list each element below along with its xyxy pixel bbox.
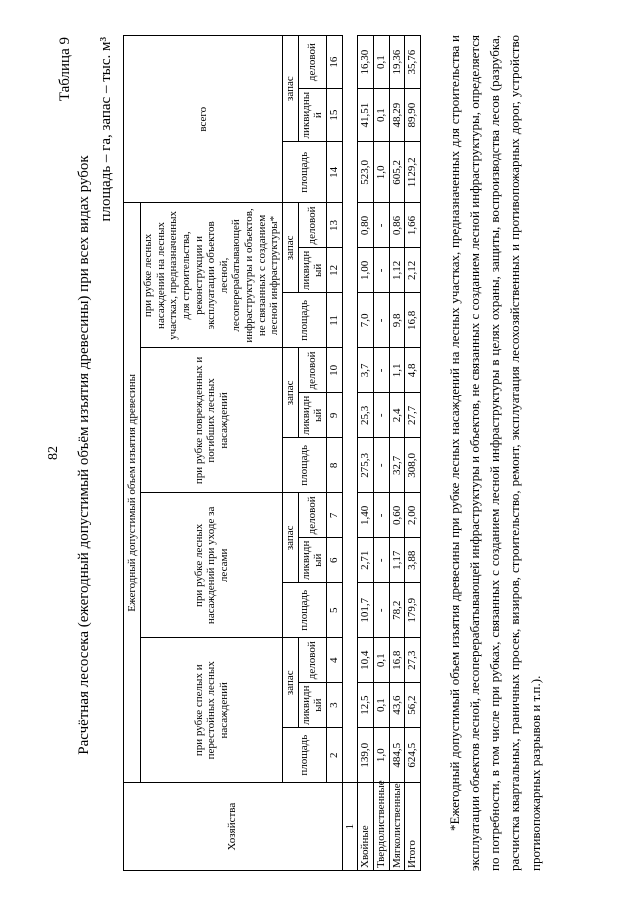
cell: - <box>373 438 389 493</box>
header-business: деловой <box>298 638 326 683</box>
cell: 16,8 <box>405 293 421 348</box>
cell: 1,0 <box>373 142 389 203</box>
cell: - <box>373 248 389 293</box>
cell: 2,71 <box>358 538 374 583</box>
cell: 16,30 <box>358 36 374 89</box>
header-total: всего <box>124 36 283 203</box>
cell: 19,36 <box>389 36 405 89</box>
col-number: 6 <box>326 538 342 583</box>
cell: 32,7 <box>389 438 405 493</box>
cell: 0,1 <box>373 683 389 728</box>
header-area: площадь <box>283 728 327 783</box>
cell: 0,1 <box>373 638 389 683</box>
header-stock: запас <box>283 36 299 142</box>
cell: 78,2 <box>389 583 405 638</box>
cell: 1,00 <box>358 248 374 293</box>
table-row-conifer <box>358 36 374 871</box>
cell: 56,2 <box>405 683 421 728</box>
cell: 0,1 <box>373 89 389 142</box>
cell: 308,0 <box>405 438 421 493</box>
cell: 1,40 <box>358 493 374 538</box>
cell: 523,0 <box>358 142 374 203</box>
row-name: Хвойные <box>358 783 374 871</box>
col-number: 10 <box>326 348 342 393</box>
cell: 27,3 <box>405 638 421 683</box>
cell: 3,88 <box>405 538 421 583</box>
header-super: Ежегодный допустимый объем изъятия древесины <box>124 203 141 783</box>
header-row-1 <box>124 36 141 871</box>
col-number: 16 <box>326 36 342 89</box>
cell: 101,7 <box>358 583 374 638</box>
col-number: 2 <box>326 728 342 783</box>
harvest-table <box>123 35 421 871</box>
col-number: 12 <box>326 248 342 293</box>
table-label: Таблица 9 <box>57 37 73 102</box>
header-business: деловой <box>298 203 326 248</box>
col-number: 15 <box>326 89 342 142</box>
page-number: 82 <box>46 446 61 460</box>
header-area: площадь <box>283 142 327 203</box>
header-business: деловой <box>298 493 326 538</box>
header-farm: Хозяйства <box>124 783 343 871</box>
header-group-care: при рубке лесных насаждений при уходе за лесами <box>141 493 283 638</box>
cell: 1,66 <box>405 203 421 248</box>
row-name: Твердолиственные <box>373 783 389 871</box>
header-liquid: ликвидный <box>298 538 326 583</box>
cell: - <box>373 493 389 538</box>
header-area: площадь <box>283 583 327 638</box>
cell: 10,4 <box>358 638 374 683</box>
cell: 4,8 <box>405 348 421 393</box>
cell: 7,0 <box>358 293 374 348</box>
cell: 1,17 <box>389 538 405 583</box>
cell: 1,1 <box>389 348 405 393</box>
cell: 1129,2 <box>405 142 421 203</box>
row-name: Итого <box>405 783 421 871</box>
header-group-infrastructure: при рубке лесных насаждений на лесных участках, предназначенных для строительства, реконструкции и эксплуатации объектов лесной, лесоперерабатывающей инфраструктуры и объектов, не связанных с созданием лесной инфраструктуры* <box>141 203 283 348</box>
cell: 624,5 <box>405 728 421 783</box>
cell: 16,8 <box>389 638 405 683</box>
cell: 139,0 <box>358 728 374 783</box>
cell: - <box>373 203 389 248</box>
units-note: площадь – га, запас – тыс. м³ <box>98 37 114 222</box>
header-liquid: ликвидный <box>298 393 326 438</box>
cell: 2,4 <box>389 393 405 438</box>
cell: 1,0 <box>373 728 389 783</box>
cell: 0,86 <box>389 203 405 248</box>
footnote: *Ежегодный допустимый объем изъятия древесины при рубке лесных насаждений на лесных участках, предназначенных для строительства и эксплуатации объектов лесной, лесоперерабатывающей инфраструктуры и объектов, не связанных с созданием лесной инфраструктуры, определяется по потребности, в том числе при рубках, связанных с созданием лесной инфраструктуры в целях охраны, защиты, воспроизводства лесов (разрубка, расчистка квартальных, граничных просек, визиров, строительство, ремонт, эксплуатация лесохозяйственных и противопожарных дорог, устройство противопожарных разрывов и т.п.). <box>447 35 543 871</box>
cell: 0,80 <box>358 203 374 248</box>
header-stock: запас <box>283 348 299 438</box>
cell: 89,90 <box>405 89 421 142</box>
header-stock: запас <box>283 638 299 728</box>
col-number: 4 <box>326 638 342 683</box>
col-number: 14 <box>326 142 342 203</box>
header-area: площадь <box>283 438 327 493</box>
cell: - <box>373 583 389 638</box>
cell: 605,2 <box>389 142 405 203</box>
table-row-total <box>405 36 421 871</box>
column-number-row <box>326 36 342 871</box>
header-area: площадь <box>283 293 327 348</box>
cell: 484,5 <box>389 728 405 783</box>
header-stock: запас <box>283 493 299 583</box>
cell: - <box>373 538 389 583</box>
header-group-mature: при рубке спелых и перестойных лесных насаждений <box>141 638 283 783</box>
cell: 0,60 <box>389 493 405 538</box>
col-number: 5 <box>326 583 342 638</box>
cell: 27,7 <box>405 393 421 438</box>
header-business: деловой <box>298 36 326 89</box>
col-number: 13 <box>326 203 342 248</box>
cell: 179,9 <box>405 583 421 638</box>
cell: 12,5 <box>358 683 374 728</box>
cell: 3,7 <box>358 348 374 393</box>
col-number-first-row <box>342 36 358 871</box>
cell: 48,29 <box>389 89 405 142</box>
cell: - <box>373 393 389 438</box>
col-number: 11 <box>326 293 342 348</box>
table-row-hardwood <box>373 36 389 871</box>
header-liquid: ликвидный <box>298 683 326 728</box>
cell: 25,3 <box>358 393 374 438</box>
header-stock: запас <box>283 203 299 293</box>
cell: 41,51 <box>358 89 374 142</box>
header-liquid: ликвидный <box>298 248 326 293</box>
spacer-cell <box>342 36 358 783</box>
cell: 0,1 <box>373 36 389 89</box>
col-number: 7 <box>326 493 342 538</box>
cell: 9,8 <box>389 293 405 348</box>
cell: 1,12 <box>389 248 405 293</box>
row-name: Мягколиственные <box>389 783 405 871</box>
cell: 43,6 <box>389 683 405 728</box>
col-number: 8 <box>326 438 342 493</box>
col-number: 3 <box>326 683 342 728</box>
cell: 2,00 <box>405 493 421 538</box>
cell: 35,76 <box>405 36 421 89</box>
cell: - <box>373 348 389 393</box>
table-row-softwood <box>389 36 405 871</box>
header-row-3 <box>283 36 299 871</box>
col-number: 9 <box>326 393 342 438</box>
cell: - <box>373 293 389 348</box>
col-number: 1 <box>342 783 358 871</box>
cell: 2,12 <box>405 248 421 293</box>
table-caption: Расчётная лесосека (ежегодный допустимый объём изъятия древесины) при всех видах рубок <box>76 155 92 755</box>
cell: 275,3 <box>358 438 374 493</box>
header-business: деловой <box>298 348 326 393</box>
header-group-damaged: при рубке поврежденных и погибших лесных насаждений <box>141 348 283 493</box>
header-liquid: ликвидный <box>298 89 326 142</box>
